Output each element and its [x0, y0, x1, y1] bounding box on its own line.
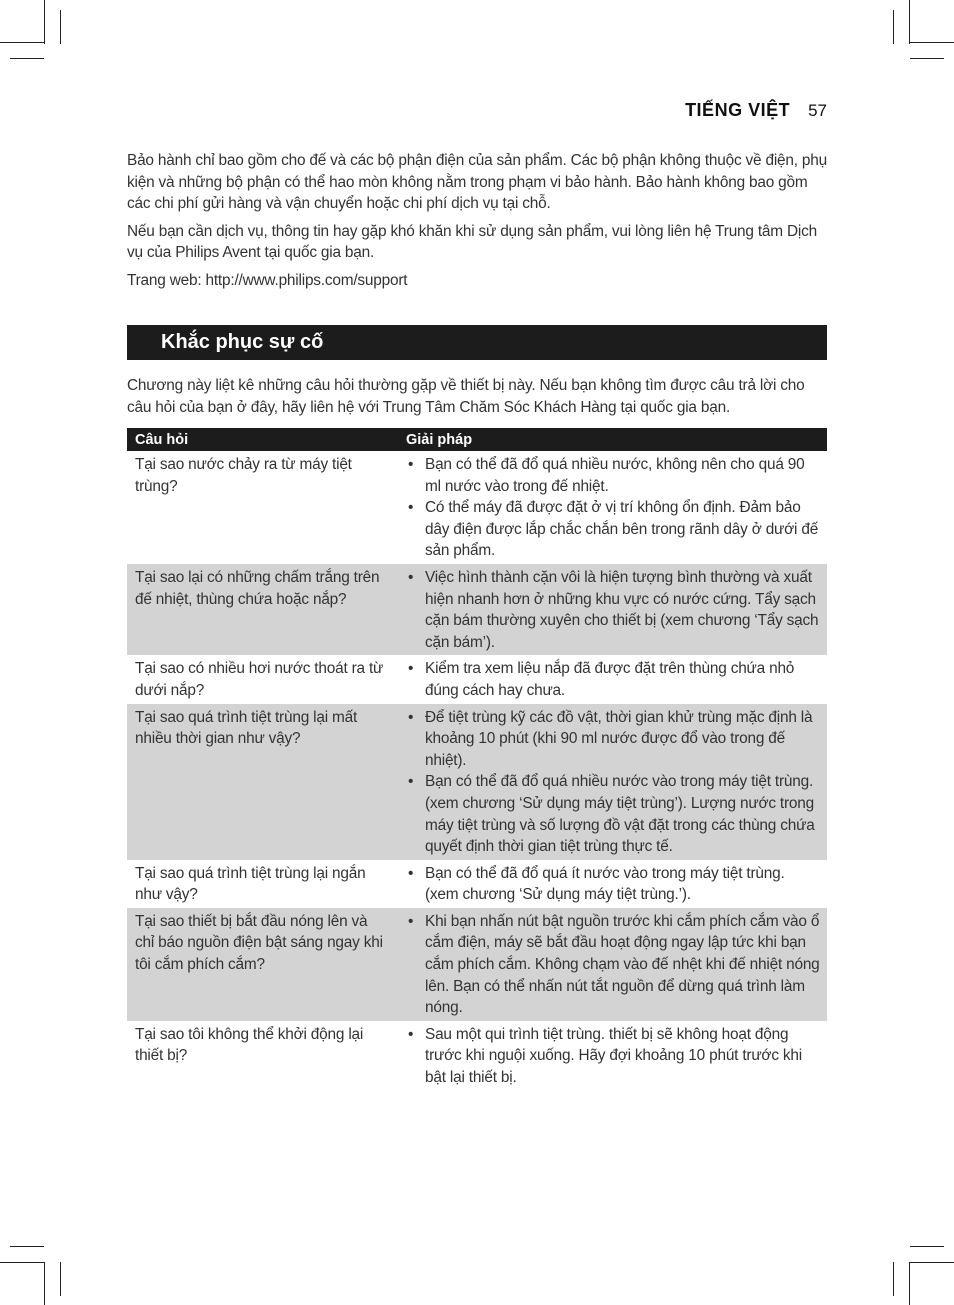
- answer-text: Kiểm tra xem liệu nắp đã được đặt trên thùng chứa nhỏ đúng cách hay chưa.: [425, 660, 795, 699]
- warranty-text: [127, 150, 827, 297]
- crop-mark: [60, 10, 61, 44]
- answer-bullet: [399, 567, 821, 653]
- bullet-icon: •: [408, 456, 414, 473]
- warranty-paragraph: Bảo hành chỉ bao gồm cho đế và các bộ phận điện của sản phẩm. Các bộ phận không thuộc về điện, phụ kiện và những bộ phận có thể hao mòn không nằm trong phạm vi bảo hành. Bảo hành không bao gồm các chi phí gửi hàng và vận chuyển hoặc chi phí dịch vụ tại chỗ.: [127, 152, 828, 212]
- crop-mark: [893, 10, 894, 44]
- faq-answer: [399, 567, 827, 653]
- answer-text: Có thể máy đã được đặt ở vị trí không ổn định. Đảm bảo dây điện được lắp chắc chắn bên trong rãnh dây ở dưới đế sản phẩm.: [425, 499, 819, 560]
- answer-bullet: [399, 707, 821, 772]
- faq-question: Tại sao quá trình tiệt trùng lại mất nhiều thời gian như vậy?: [135, 708, 358, 748]
- crop-mark: [60, 1262, 61, 1296]
- answer-bullet: [399, 1024, 821, 1089]
- answer-text: Bạn có thể đã đổ quá nhiều nước vào trong máy tiệt trùng. (xem chương ‘Sử dụng máy tiệt trùng’). Lượng nước trong máy tiệt trùng và số lượng đồ vật đặt trong các thùng chứa quyết định thời gian tiệt trùng thực tế.: [425, 773, 815, 856]
- table-row: [127, 564, 827, 655]
- bullet-icon: •: [408, 708, 414, 726]
- faq-answer: [399, 911, 827, 1019]
- bullet-icon: •: [408, 773, 414, 791]
- crop-mark: [10, 1246, 44, 1247]
- bullet-icon: •: [408, 864, 414, 882]
- answer-text: Khi bạn nhấn nút bật nguồn trước khi cắm phích cắm vào ổ cắm điện, máy sẽ bắt đầu hoạt động ngay lập tức khi bạn cắm phích cắm. Không chạm vào đế nhệt khi đế nhiệt nóng lên. Bạn có thể nhấn nút tắt nguồn để dừng quá trình làm nóng.: [425, 912, 820, 1017]
- table-row: [127, 1021, 827, 1091]
- crop-mark: [910, 42, 954, 43]
- table-row: [127, 451, 827, 564]
- faq-question: Tại sao quá trình tiệt trùng lại ngắn như vậy?: [135, 864, 366, 904]
- crop-mark: [909, 1262, 910, 1305]
- table-row: [127, 908, 827, 1021]
- faq-rows: [127, 451, 827, 1091]
- faq-question: Tại sao lại có những chấm trắng trên đế nhiệt, thùng chứa hoặc nắp?: [135, 568, 380, 608]
- column-header-solution: Giải pháp: [406, 431, 473, 448]
- bullet-icon: •: [408, 1025, 414, 1043]
- page-number: 57: [808, 101, 827, 120]
- faq-answer: [399, 454, 827, 562]
- faq-answer: [399, 658, 827, 701]
- crop-mark: [44, 1262, 45, 1305]
- table-row: [127, 860, 827, 908]
- answer-bullet: [399, 497, 821, 562]
- bullet-icon: •: [408, 499, 414, 517]
- faq-answer: [399, 863, 827, 906]
- answer-bullet: [399, 658, 821, 701]
- section-heading-bar: [127, 325, 827, 360]
- crop-mark: [44, 0, 45, 44]
- crop-mark: [10, 58, 44, 59]
- bullet-icon: •: [408, 568, 414, 586]
- crop-mark: [0, 1262, 44, 1263]
- page-header: [685, 100, 827, 121]
- faq-table: [127, 428, 827, 1091]
- table-row: [127, 704, 827, 860]
- crop-mark: [910, 58, 944, 59]
- crop-mark: [893, 1262, 894, 1296]
- faq-answer: [399, 1024, 827, 1089]
- answer-text: Bạn có thể đã đổ quá ít nước vào trong máy tiệt trùng. (xem chương ‘Sử dụng máy tiệt trùng.’).: [425, 864, 785, 904]
- answer-text: Để tiệt trùng kỹ các đồ vật, thời gian khử trùng mặc định là khoảng 10 phút (khi 90 ml nước được đổ vào trong đế nhiệt).: [425, 708, 813, 769]
- faq-question: Tại sao nước chảy ra từ máy tiệt trùng?: [135, 456, 352, 495]
- website-paragraph: Trang web: http://www.philips.com/support: [127, 271, 408, 289]
- bullet-icon: •: [408, 660, 414, 678]
- faq-question: Tại sao thiết bị bắt đầu nóng lên và chỉ báo nguồn điện bật sáng ngay khi tôi cắm phích cắm?: [135, 912, 383, 974]
- service-paragraph: Nếu bạn cần dịch vụ, thông tin hay gặp khó khăn khi sử dụng sản phẩm, vui lòng liên hệ Trung tâm Dịch vụ của Philips Avent tại quốc gia bạn.: [127, 222, 817, 261]
- answer-bullet: [399, 454, 821, 497]
- faq-answer: [399, 707, 827, 858]
- answer-text: Bạn có thể đã đổ quá nhiều nước, không nên cho quá 90 ml nước vào trong đế nhiệt.: [425, 456, 805, 495]
- crop-mark: [909, 0, 910, 44]
- faq-question: Tại sao tôi không thể khởi động lại thiết bị?: [135, 1025, 364, 1065]
- faq-table-header: [127, 428, 827, 451]
- faq-question: Tại sao có nhiều hơi nước thoát ra từ dưới nắp?: [135, 660, 384, 699]
- column-header-question: Câu hỏi: [135, 431, 189, 448]
- bullet-icon: •: [408, 912, 414, 930]
- answer-bullet: [399, 771, 821, 857]
- crop-mark: [910, 1246, 944, 1247]
- answer-bullet: [399, 863, 821, 906]
- table-row: [127, 655, 827, 703]
- answer-bullet: [399, 911, 821, 1019]
- answer-text: Việc hình thành cặn vôi là hiện tượng bình thường và xuất hiện nhanh hơn ở những khu vực có nước cứng. Tẩy sạch cặn bám thường xuyên cho thiết bị (xem chương ‘Tẩy sạch cặn bám’).: [425, 568, 819, 651]
- header-language: TIẾNG VIỆT: [685, 100, 791, 120]
- crop-mark: [910, 1262, 954, 1263]
- answer-text: Sau một qui trình tiệt trùng. thiết bị sẽ không hoạt động trước khi nguội xuống. Hãy đợi khoảng 10 phút trước khi bật lại thiết bị.: [425, 1025, 802, 1087]
- section-intro: Chương này liệt kê những câu hỏi thường gặp về thiết bị này. Nếu bạn không tìm được câu trả lời cho câu hỏi của bạn ở đây, hãy liên hệ với Trung Tâm Chăm Sóc Khách Hàng tại quốc gia bạn.: [127, 377, 805, 416]
- crop-mark: [0, 42, 44, 43]
- section-title: Khắc phục sự cố: [161, 331, 324, 353]
